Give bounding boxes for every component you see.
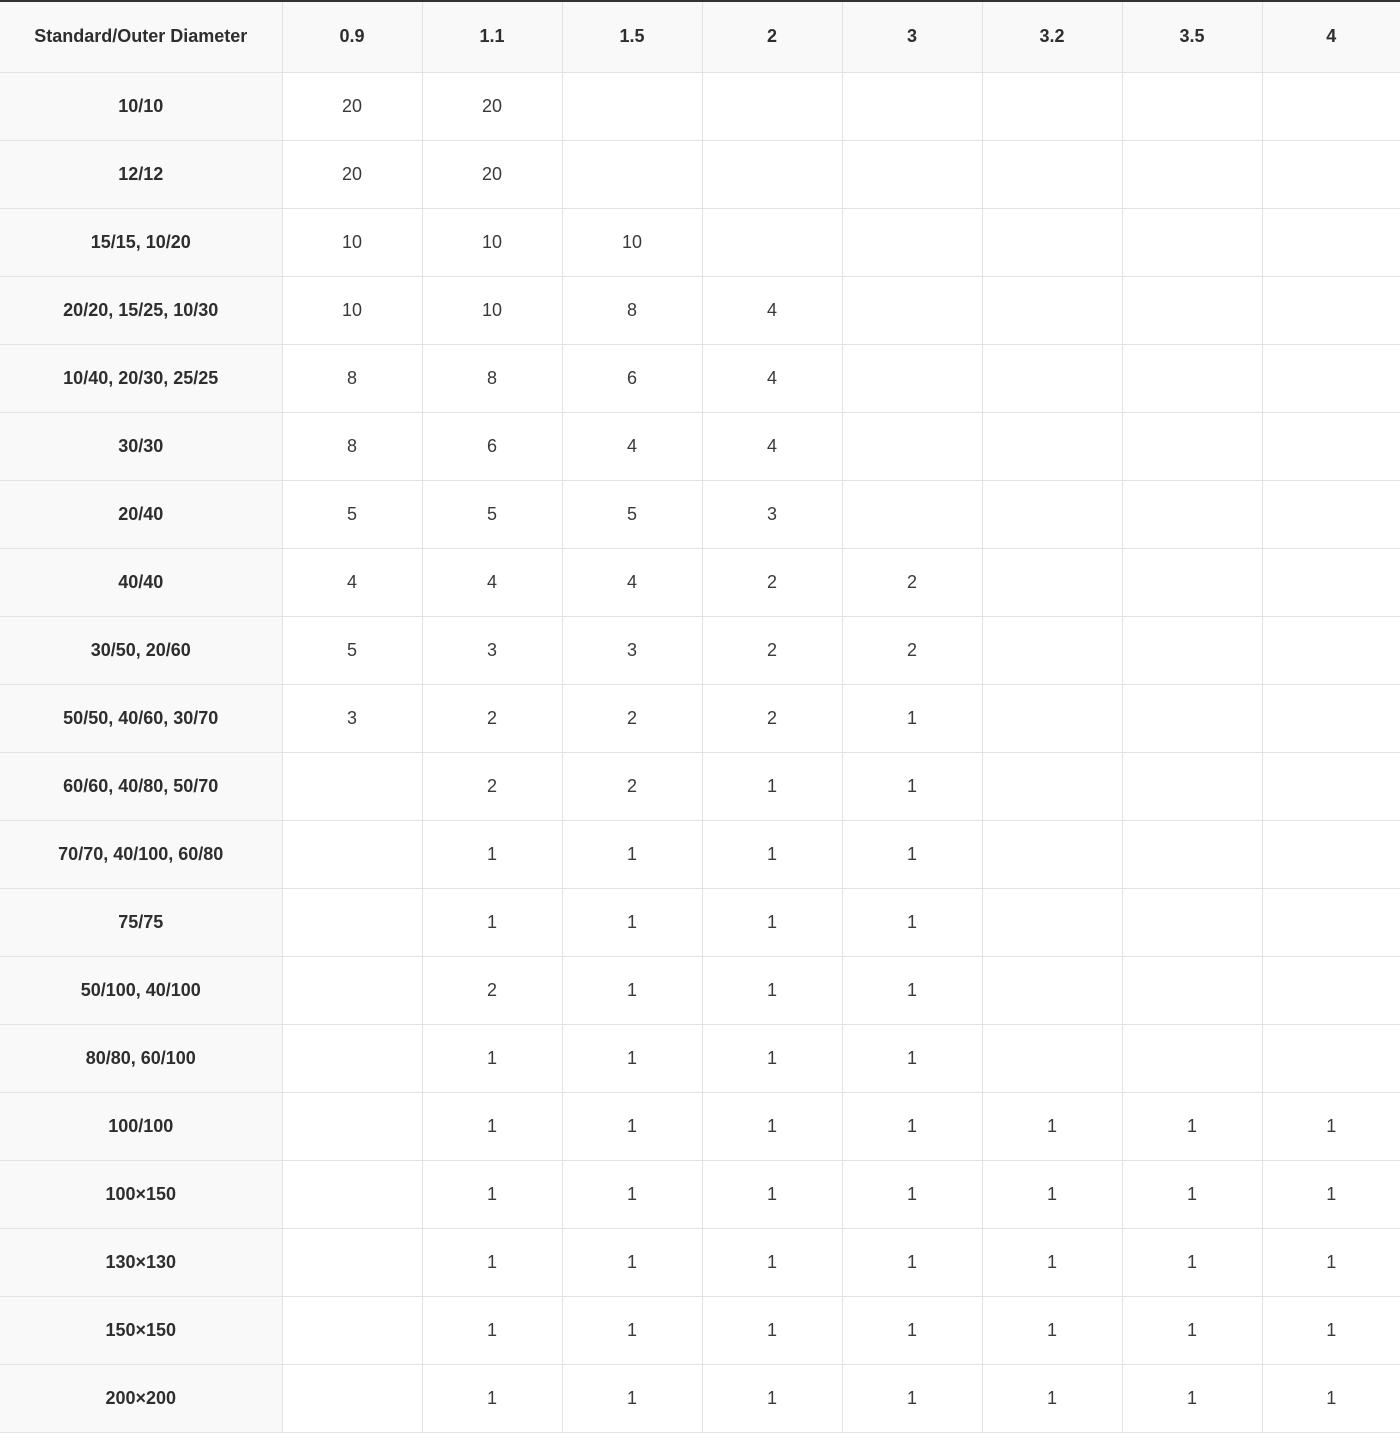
table-cell (702, 72, 842, 140)
table-cell: 3 (562, 616, 702, 684)
table-cell (1262, 412, 1400, 480)
table-cell: 1 (562, 1024, 702, 1092)
table-cell (842, 208, 982, 276)
table-cell (1262, 72, 1400, 140)
table-cell (982, 820, 1122, 888)
table-cell: 5 (562, 480, 702, 548)
table-cell: 4 (422, 548, 562, 616)
table-cell (842, 140, 982, 208)
table-cell: 1 (702, 752, 842, 820)
table-cell (282, 1024, 422, 1092)
table-cell (282, 1160, 422, 1228)
table-cell (1122, 140, 1262, 208)
table-row (0, 548, 1400, 616)
table-cell: 8 (562, 276, 702, 344)
table-cell (982, 684, 1122, 752)
table-cell (1262, 956, 1400, 1024)
table-cell (1262, 548, 1400, 616)
column-header: 4 (1262, 2, 1400, 72)
table-cell: 1 (842, 956, 982, 1024)
table-cell (1122, 412, 1262, 480)
table-cell (842, 412, 982, 480)
table-cell (1262, 276, 1400, 344)
table-row (0, 208, 1400, 276)
column-header: 1.1 (422, 2, 562, 72)
table-cell: 1 (842, 1024, 982, 1092)
table-cell: 2 (562, 684, 702, 752)
table-cell: 4 (702, 412, 842, 480)
table-cell: 1 (842, 1092, 982, 1160)
table-row (0, 820, 1400, 888)
table-cell: 4 (702, 276, 842, 344)
table-cell (1262, 140, 1400, 208)
table-cell: 1 (702, 1364, 842, 1432)
table-row (0, 72, 1400, 140)
header-row (0, 2, 1400, 72)
table-cell: 2 (702, 684, 842, 752)
table-cell (982, 752, 1122, 820)
table-cell (982, 344, 1122, 412)
table-cell: 1 (562, 956, 702, 1024)
row-header-cell: 30/30 (0, 412, 282, 480)
table-cell: 10 (422, 208, 562, 276)
table-cell: 1 (702, 1160, 842, 1228)
table-row (0, 752, 1400, 820)
table-cell: 3 (702, 480, 842, 548)
table-row (0, 412, 1400, 480)
table-cell: 1 (982, 1364, 1122, 1432)
table-cell (1122, 480, 1262, 548)
table-cell: 5 (422, 480, 562, 548)
table-cell: 1 (982, 1160, 1122, 1228)
table-cell: 1 (702, 1228, 842, 1296)
table-cell: 1 (1122, 1092, 1262, 1160)
column-header: 2 (702, 2, 842, 72)
table-cell (1262, 1024, 1400, 1092)
row-header-cell: 10/10 (0, 72, 282, 140)
table-cell: 6 (562, 344, 702, 412)
table-cell: 1 (842, 1364, 982, 1432)
table-cell: 10 (422, 276, 562, 344)
table-cell: 1 (982, 1296, 1122, 1364)
table-cell (702, 140, 842, 208)
table-cell: 1 (842, 684, 982, 752)
table-cell (982, 72, 1122, 140)
table-cell (842, 480, 982, 548)
column-header: 0.9 (282, 2, 422, 72)
table-cell: 1 (562, 1364, 702, 1432)
table-cell: 8 (422, 344, 562, 412)
table-cell: 1 (1262, 1364, 1400, 1432)
table-cell (282, 752, 422, 820)
table-cell: 2 (842, 548, 982, 616)
table-cell: 4 (282, 548, 422, 616)
table-cell (982, 140, 1122, 208)
table-cell: 1 (422, 1228, 562, 1296)
table-cell (1122, 888, 1262, 956)
table-cell: 4 (562, 548, 702, 616)
row-header-cell: 20/40 (0, 480, 282, 548)
table-cell: 4 (562, 412, 702, 480)
table-cell: 1 (422, 888, 562, 956)
table-cell: 5 (282, 480, 422, 548)
table-cell (1262, 208, 1400, 276)
table-cell: 2 (562, 752, 702, 820)
table-cell: 1 (1262, 1296, 1400, 1364)
row-header-cell: 40/40 (0, 548, 282, 616)
table-cell: 1 (1262, 1228, 1400, 1296)
table-cell: 8 (282, 412, 422, 480)
row-header-cell: 15/15, 10/20 (0, 208, 282, 276)
table-row (0, 1092, 1400, 1160)
table-cell (282, 820, 422, 888)
table-cell: 2 (422, 684, 562, 752)
table-cell: 1 (562, 1228, 702, 1296)
table-cell: 2 (422, 956, 562, 1024)
table-cell (1122, 752, 1262, 820)
table-cell: 1 (702, 1296, 842, 1364)
table-cell: 1 (842, 1296, 982, 1364)
table-row (0, 276, 1400, 344)
table-cell: 1 (702, 1024, 842, 1092)
table-cell: 20 (422, 140, 562, 208)
table-cell (1262, 752, 1400, 820)
table-row (0, 888, 1400, 956)
row-header-cell: 200×200 (0, 1364, 282, 1432)
column-header: 3 (842, 2, 982, 72)
table-cell (1122, 72, 1262, 140)
table-cell: 1 (842, 820, 982, 888)
table-cell (982, 616, 1122, 684)
table-cell (982, 548, 1122, 616)
table-cell: 1 (1122, 1364, 1262, 1432)
table-cell (1262, 888, 1400, 956)
table-cell: 1 (422, 820, 562, 888)
table-cell: 20 (282, 72, 422, 140)
table-cell (1122, 616, 1262, 684)
table-cell (562, 72, 702, 140)
table-cell: 1 (422, 1160, 562, 1228)
table-cell: 1 (842, 752, 982, 820)
table-cell (1122, 344, 1262, 412)
row-header-cell: 60/60, 40/80, 50/70 (0, 752, 282, 820)
table-cell (1262, 684, 1400, 752)
table-cell: 1 (422, 1296, 562, 1364)
table-cell: 1 (982, 1228, 1122, 1296)
table-cell: 10 (282, 276, 422, 344)
table-cell (282, 1364, 422, 1432)
table-row (0, 140, 1400, 208)
table-cell: 1 (562, 888, 702, 956)
table-cell: 1 (562, 820, 702, 888)
row-header-cell: 70/70, 40/100, 60/80 (0, 820, 282, 888)
table-cell (982, 480, 1122, 548)
table-cell: 1 (702, 888, 842, 956)
table-cell (982, 888, 1122, 956)
table-cell (282, 888, 422, 956)
table-cell: 1 (422, 1024, 562, 1092)
table-cell (982, 1024, 1122, 1092)
table-cell: 2 (702, 548, 842, 616)
table-cell: 20 (422, 72, 562, 140)
column-header: 3.5 (1122, 2, 1262, 72)
table-cell: 20 (282, 140, 422, 208)
table-cell (842, 276, 982, 344)
table-cell (1122, 548, 1262, 616)
table-row (0, 1160, 1400, 1228)
table-cell: 1 (982, 1092, 1122, 1160)
table-cell: 5 (282, 616, 422, 684)
table-cell: 1 (422, 1364, 562, 1432)
row-header-cell: 12/12 (0, 140, 282, 208)
table-cell: 1 (562, 1160, 702, 1228)
row-header-cell: 50/50, 40/60, 30/70 (0, 684, 282, 752)
table-row (0, 616, 1400, 684)
table-cell: 3 (282, 684, 422, 752)
row-header-cell: 50/100, 40/100 (0, 956, 282, 1024)
table-cell: 1 (702, 956, 842, 1024)
table-cell (982, 956, 1122, 1024)
table-cell: 2 (422, 752, 562, 820)
table-row (0, 1364, 1400, 1432)
table-cell (282, 956, 422, 1024)
row-header-cell: 100×150 (0, 1160, 282, 1228)
table-cell (1262, 344, 1400, 412)
table-cell: 4 (702, 344, 842, 412)
table-row (0, 956, 1400, 1024)
table-cell (1122, 208, 1262, 276)
table-cell: 3 (422, 616, 562, 684)
table-row (0, 1296, 1400, 1364)
column-header: 1.5 (562, 2, 702, 72)
table-cell (1122, 684, 1262, 752)
row-header-cell: 80/80, 60/100 (0, 1024, 282, 1092)
row-header-cell: 150×150 (0, 1296, 282, 1364)
row-header-cell: 10/40, 20/30, 25/25 (0, 344, 282, 412)
table-cell: 1 (1262, 1160, 1400, 1228)
table-header (0, 2, 1400, 72)
table-row (0, 1228, 1400, 1296)
table-cell (982, 276, 1122, 344)
table-row (0, 1024, 1400, 1092)
table-cell: 1 (1122, 1228, 1262, 1296)
table-cell: 6 (422, 412, 562, 480)
table-cell: 1 (422, 1092, 562, 1160)
table-cell: 2 (702, 616, 842, 684)
row-header-cell: 30/50, 20/60 (0, 616, 282, 684)
table-cell (1262, 616, 1400, 684)
table-cell: 1 (1122, 1296, 1262, 1364)
table-cell (1122, 956, 1262, 1024)
table-cell: 1 (562, 1092, 702, 1160)
table-cell: 1 (1122, 1160, 1262, 1228)
corner-header-cell: Standard/Outer Diameter (0, 2, 282, 72)
table-row (0, 344, 1400, 412)
table-cell: 1 (1262, 1092, 1400, 1160)
table-cell: 1 (842, 1228, 982, 1296)
row-header-cell: 75/75 (0, 888, 282, 956)
table-cell (982, 208, 1122, 276)
table-cell: 8 (282, 344, 422, 412)
table-cell (842, 72, 982, 140)
table-cell: 10 (562, 208, 702, 276)
table-cell (282, 1092, 422, 1160)
table-row (0, 684, 1400, 752)
row-header-cell: 20/20, 15/25, 10/30 (0, 276, 282, 344)
table-cell: 1 (702, 820, 842, 888)
table-cell (282, 1296, 422, 1364)
table-cell: 2 (842, 616, 982, 684)
table-cell (562, 140, 702, 208)
table-cell (842, 344, 982, 412)
table-row (0, 480, 1400, 548)
specification-table (0, 2, 1400, 1433)
table-cell: 1 (842, 888, 982, 956)
table-cell (982, 412, 1122, 480)
table-cell: 10 (282, 208, 422, 276)
table-body (0, 72, 1400, 1432)
row-header-cell: 130×130 (0, 1228, 282, 1296)
table-cell: 1 (702, 1092, 842, 1160)
row-header-cell: 100/100 (0, 1092, 282, 1160)
table-cell: 1 (842, 1160, 982, 1228)
table-cell (1262, 820, 1400, 888)
table-cell (1122, 1024, 1262, 1092)
table-cell (1122, 820, 1262, 888)
table-cell: 1 (562, 1296, 702, 1364)
column-header: 3.2 (982, 2, 1122, 72)
table-cell (1122, 276, 1262, 344)
table-cell (1262, 480, 1400, 548)
table-cell (702, 208, 842, 276)
table-cell (282, 1228, 422, 1296)
